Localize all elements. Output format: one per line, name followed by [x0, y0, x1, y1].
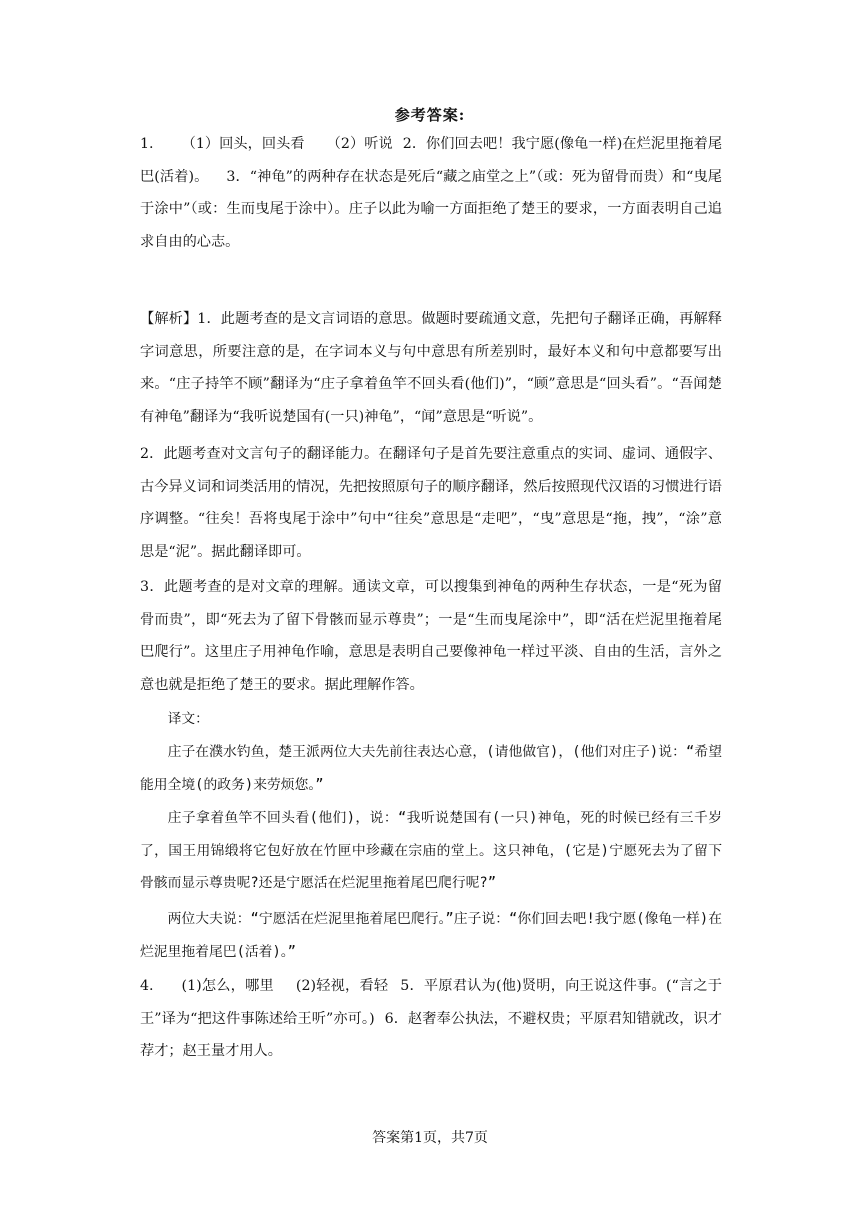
q1-answer-b: （2）听说: [326, 136, 393, 152]
answers-4-6: [140, 970, 722, 1068]
q4-answer-b: (2)轻视，看轻: [295, 978, 389, 994]
analysis-paragraph-2: 2．此题考查对文言句子的翻译能力。在翻译句子是首先要注意重点的实词、虚词、通假字、古今异义词和词类活用的情况，先把按照原句子的顺序翻译，然后按照现代汉语的习惯进行语序调整。“往矣！吾将曳尾于涂中”句中“往矣”意思是“走吧”，“曳”意思是“拖，拽”，“涂”意思是“泥”。据此翻译即可。: [140, 446, 722, 560]
page-footer: 答案第1页，共7页: [372, 1130, 488, 1146]
analysis-paragraph-1: 【解析】1．此题考查的是文言词语的意思。做题时要疏通文意，先把句子翻译正确，再解释字词意思，所要注意的是，在字词本义与句中意思有所差别时，最好本义和句中意都要写出来。“庄子持竿不顾”翻译为“庄子拿着鱼竿不回头看(他们)”，“顾”意思是“回头看”。“吾闻楚有神龟”翻译为“我听说楚国有(一只)神龟”，“闻”意思是“听说”。: [140, 311, 722, 425]
q4-number: 4.: [140, 978, 154, 994]
q1-answer-a: （1）回头，回头看: [181, 136, 305, 152]
q5-answer: 5．平原君认为(他)贤明，向王说这件事。(“言之于王”译为“把这件事陈述给王听”亦可。): [140, 978, 722, 1027]
translation-paragraph-1: 庄子在濮水钓鱼，楚王派两位大夫先前往表达心意，(请他做官)，(他们对庄子)说：“希望能用全境(的政务)来劳烦您。”: [140, 744, 722, 793]
translation-label: 译文：: [167, 711, 209, 727]
q1-number: 1.: [140, 136, 154, 152]
translation-paragraph-2: 庄子拿着鱼竿不回头看(他们)，说：“我听说楚国有(一只)神龟，死的时候已经有三千岁了，国王用锦缎将它包好放在竹匣中珍藏在宗庙的堂上。这只神龟，(它是)宁愿死去为了留下骨骸而显示尊贵呢?还是宁愿活在烂泥里拖着尾巴爬行呢?”: [140, 810, 722, 891]
answers-1-3: [140, 128, 722, 258]
q3-answer: 3．“神龟”的两种存在状态是死后“藏之庙堂之上”（或：死为留骨而贵）和“曳尾于涂中”（或：生而曳尾于涂中）。庄子以此为喻一方面拒绝了楚王的要求，一方面表明自己追求自由的心志。: [140, 168, 722, 250]
q4-answer-a: (1)怎么，哪里: [181, 978, 274, 994]
page-title: 参考答案:: [394, 106, 466, 124]
q6-answer: 6．赵奢奉公执法，不避权贵；平原君知错就改，识才荐才；赵王量才用人。: [140, 1010, 722, 1059]
analysis-paragraph-3: 3．此题考查的是对文章的理解。通读文章，可以搜集到神龟的两种生存状态，一是“死为留骨而贵”，即“死去为了留下骨骸而显示尊贵”；一是“生而曳尾涂中”，即“活在烂泥里拖着尾巴爬行”。这里庄子用神龟作喻，意思是表明自己要像神龟一样过平淡、自由的生活，言外之意也就是拒绝了楚王的要求。据此理解作答。: [140, 579, 722, 693]
q2-answer: 2．你们回去吧！我宁愿(像龟一样)在烂泥里拖着尾巴(活着)。: [140, 136, 723, 185]
translation-paragraph-3: 两位大夫说：“宁愿活在烂泥里拖着尾巴爬行。”庄子说：“你们回去吧!我宁愿(像龟一样)在烂泥里拖着尾巴(活着)。”: [140, 911, 722, 960]
